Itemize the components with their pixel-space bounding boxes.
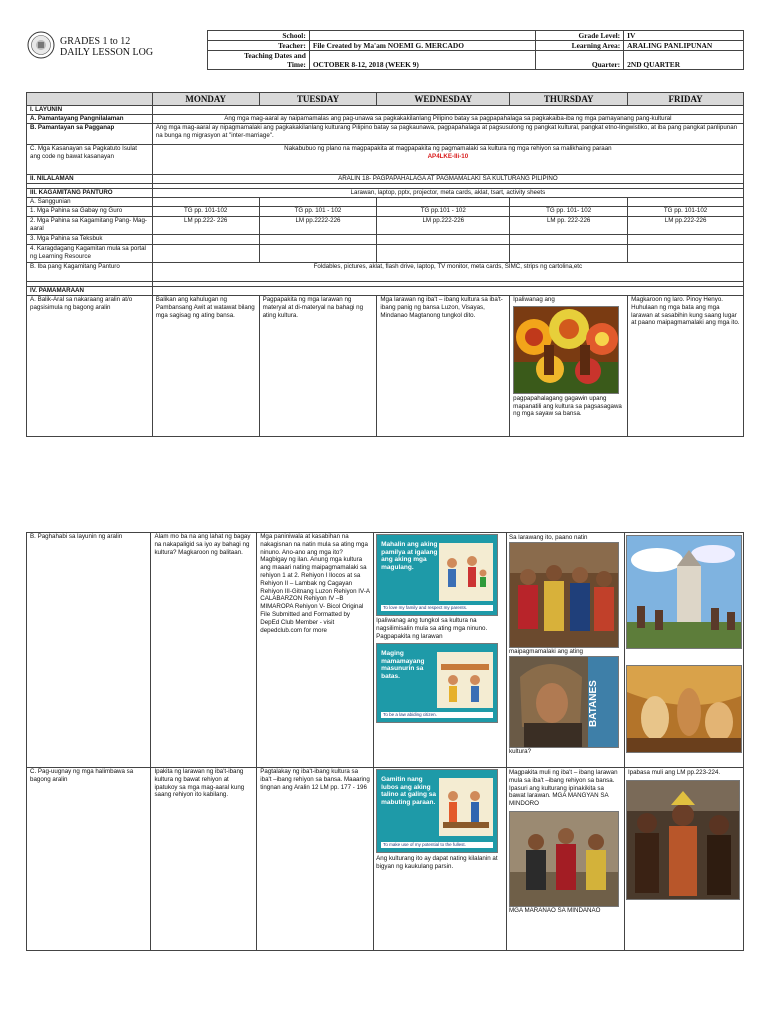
pagganap-label: B. Pamantayan sa Pagganap xyxy=(27,124,153,145)
tribal-festival-photo xyxy=(626,780,740,900)
paghahabi-mon: Alam mo ba na ang lahat ng bagay na nakapaligid sa iyo ay bahagi ng kultura? Magkaroon ng balitaan. xyxy=(151,533,257,768)
teacher-value: File Created by Ma'am NOEMI G. MERCADO xyxy=(309,41,536,51)
grade-label: Grade Level: xyxy=(536,31,624,41)
lm-fri: LM pp.222-226 xyxy=(628,217,744,235)
church-landmark-photo xyxy=(626,535,742,649)
batanes-label: BATANES xyxy=(588,680,600,728)
paghahabi-thu: Sa larawang ito, paano natin xyxy=(509,534,588,541)
lm-wed: LM pp.222-226 xyxy=(377,217,510,235)
nilalaman-text: ARALIN 18- PAGPAPAHALAGA AT PAGMAMALAKI SA KULTURANG PILIPINO xyxy=(152,175,743,184)
kasanayan-cell xyxy=(152,145,743,175)
corner-cell xyxy=(27,93,153,106)
pag-uugnay-fri: Ipabasa muli ang LM pp.223-224. xyxy=(627,769,721,776)
sanggunian-label: A. Sanggunian xyxy=(27,198,153,207)
values-slide-3 xyxy=(376,769,498,853)
lm-mon: LM pp.222- 226 xyxy=(152,217,259,235)
painting-mural-photo xyxy=(626,665,742,753)
balik-thu-cell xyxy=(510,296,628,437)
balik-thu-caption: pagpapahalagang gagawin upang mapanatili ang kultura sa pagsasagawa ng mga sayaw sa bansa. xyxy=(513,394,622,418)
pangnilalaman-text: Ang mga mag-aaral ay naipamamalas ang pag-unawa sa pagkakakilanlang Pilipino batay sa pagpapahalaga sa pagkakaiba-iba ng mga pamayanang pang-kultural xyxy=(152,115,743,124)
slide-2-foot: To be a law abiding citizen. xyxy=(381,712,493,718)
cultural-group-photo xyxy=(509,542,619,648)
quarter-value: 2ND QUARTER xyxy=(624,51,744,70)
kasanayan-label: C. Mga Kasanayan sa Pagkatuto Isulat ang code ng bawat kasanayan xyxy=(27,145,153,175)
pag-uugnay-thu-cell xyxy=(507,768,625,951)
paghahabi-label: B. Paghahabi sa layunin ng aralin xyxy=(27,533,151,768)
values-slide-1 xyxy=(376,534,498,616)
kasanayan-text: Nakabubuo ng plano na magpapakita at magpapakita ng pagmamalaki sa kultura ng mga rehiyon sa malikhaing paraan xyxy=(284,145,612,152)
pag-uugnay-mon: Ipakita ng larawan ng iba't-ibang kultura ng bawat rehiyon at ipatukoy sa mga mag-aaral kung saang rehiyon ito kabilang. xyxy=(151,768,257,951)
paghahabi-wed: Ipaliwanag ang tungkol sa kultura na nagsilimisalin mula sa ating mga ninuno. Pagpapakita ng larawan xyxy=(376,617,488,640)
gabay-wed: TG pp.101 - 102 xyxy=(377,207,510,217)
balik-thu: Ipaliwanag ang xyxy=(513,296,555,303)
day-wednesday: WEDNESDAY xyxy=(377,93,510,106)
pag-uugnay-label: C. Pag-uugnay ng mga halimbawa sa bagong aralin xyxy=(27,768,151,951)
kasanayan-code: AP4LKE-IIi-10 xyxy=(427,152,469,160)
pangnilalaman-label: A. Pamantayang Pangnilalaman xyxy=(27,115,153,124)
deped-seal-logo xyxy=(27,31,55,59)
school-label: School: xyxy=(208,31,310,41)
paghahabi-tue: Mga paniniwala at kasabihan na nakagisnan na natin mula sa ating mga ninuno. Ano-ano ang mga ito? Magbigay ng ilan. Anung mga kultura ang maaari nating maipagmamalaki sa rehiyon 1 at 2. Rehiyon I Ilocos at sa Rehiyon II – Lambak ng Cagayan Rehiyon III-Gitnang Luzon Rehiyon IV-A CALABARZON Rehiyon IV –B MIMAROPA Rehiyon V- Bicol Original File Submitted and Formatted by DepEd Club Member - visit depedclub.com for more xyxy=(257,533,374,768)
paghahabi-fri-cell xyxy=(624,533,743,768)
balik-mon: Balikan ang kahulugan ng Pambansang Awit at watawat bilang mga sagisag ng ating bansa. xyxy=(152,296,259,437)
pag-uugnay-tue: Pagtalakay ng iba't-ibang kultura sa iba't –ibang rehiyon sa bansa. Maaaring tingnan ang Aralin 12 LM pp. 177 - 196 xyxy=(257,768,374,951)
balik-fri: Magkaroon ng laro. Pinoy Henyo. Huhulaan ng mga bata ang mga larawan at sasabihin kung saang lugar at paano maipagmamalaki ang mga ito. xyxy=(628,296,744,437)
day-thursday: THURSDAY xyxy=(510,93,628,106)
pag-uugnay-wed-cell xyxy=(374,768,507,951)
gabay-mon: TG pp. 101-102 xyxy=(152,207,259,217)
balik-label: A. Balik-Aral sa nakaraang aralin at/o pagsisimula ng bagong aralin xyxy=(27,296,153,437)
paghahabi-thu-mid: maipagmamalaki ang ating xyxy=(509,647,583,655)
title-line-2: DAILY LESSON LOG xyxy=(60,47,154,58)
pag-uugnay-thu: Magpakita muli ng iba't – ibang larawan mula sa iba't –ibang rehiyon sa bansa. Ipasuri ang kulturang ipinakikita sa bawat larawan. MGA MANGYAN SA MINDORO xyxy=(509,769,618,808)
header-info-table xyxy=(207,30,744,70)
elderly-woman-batanes-photo xyxy=(509,656,619,748)
gabay-tue: TG pp. 101 - 102 xyxy=(259,207,377,217)
school-value xyxy=(309,31,536,41)
lr-label: 4. Karagdagang Kagamitan mula sa portal ng Learning Resource xyxy=(27,245,153,263)
kagamitan-label: III. KAGAMITANG PANTURO xyxy=(27,189,153,198)
teksbuk-label: 3. Mga Pahina sa Teksbuk xyxy=(27,235,153,245)
layunin-label: I. LAYUNIN xyxy=(27,106,153,115)
slide-1-foot: To love my family and respect my parents. xyxy=(381,605,493,611)
pagganap-text: Ang mga mag-aaral ay nipagmamalaki ang pagkakakilanlang kulturang Pilipino batay sa pagkaunawa, pagpapahalaga at pagsusulong ng pangkat kultural, pangkat etno-lingwistiko, at iba pang pangkat panlipunan na bunga ng migrasyon at "inter-marriage". xyxy=(152,124,743,145)
maranao-group-photo xyxy=(509,811,619,907)
slide-2-text: Maging mamamayang masunurin sa batas. xyxy=(381,650,425,680)
festival-dance-photo xyxy=(513,306,619,394)
quarter-label: Quarter: xyxy=(536,51,624,70)
paghahabi-thu-cell xyxy=(507,533,625,768)
lesson-log-title xyxy=(60,36,153,58)
gabay-label: 1. Mga Pahina sa Gabay ng Guro xyxy=(27,207,153,217)
slide-1-text: Mahalin ang aking pamilya at igalang ang aking mga magulang. xyxy=(381,541,438,571)
balik-tue: Pagpapakita ng mga larawan ng materyal at di-materyal na bahagi ng ating kultura. xyxy=(259,296,377,437)
maranao-caption: MGA MARANAO SA MINDANAO xyxy=(509,906,601,914)
iba-label: B. Iba pang Kagamitang Panturo xyxy=(27,263,153,282)
day-monday: MONDAY xyxy=(152,93,259,106)
gabay-thu: TG pp. 101- 102 xyxy=(510,207,628,217)
nilalaman-label: II. NILALAMAN xyxy=(27,175,153,184)
teacher-label: Teacher: xyxy=(208,41,310,51)
area-value: ARALING PANLIPUNAN xyxy=(624,41,744,51)
lm-thu: LM pp. 222-226 xyxy=(510,217,628,235)
slide-3-foot: To make use of my potential to the fullest. xyxy=(381,842,493,848)
kagamitan-text: Larawan, laptop, pptx, projector, meta cards, aklat, tsart, activity sheets xyxy=(152,189,743,198)
area-label: Learning Area: xyxy=(536,41,624,51)
grade-value: IV xyxy=(624,31,744,41)
paghahabi-wed-cell xyxy=(374,533,507,768)
pamamaraan-label: IV. PAMAMARAAN xyxy=(27,287,153,296)
values-slide-2 xyxy=(376,643,498,723)
pag-uugnay-fri-cell xyxy=(624,768,743,951)
dates-value: OCTOBER 8-12, 2018 (WEEK 9) xyxy=(309,51,536,70)
day-friday: FRIDAY xyxy=(628,93,744,106)
lesson-plan-table xyxy=(26,92,744,437)
lm-label: 2. Mga Pahina sa Kagamitang Pang- Mag-aaral xyxy=(27,217,153,235)
balik-wed: Mga larawan ng iba't – ibang kultura sa iba't-ibang panig ng bansa Luzon, Visayas, Mindanao Magtanong tungkol dito. xyxy=(377,296,510,437)
gabay-fri: TG pp. 101-102 xyxy=(628,207,744,217)
day-tuesday: TUESDAY xyxy=(259,93,377,106)
pag-uugnay-wed: Ang kulturang ito ay dapat nating kilalanin at bigyan ng kaukulang parsin. xyxy=(376,855,498,870)
slide-3-text: Gamitin nang lubos ang aking talino at galing sa mabuting paraan. xyxy=(381,776,437,806)
lesson-plan-table-continued xyxy=(26,532,744,951)
lm-tue: LM pp.2222-226 xyxy=(259,217,377,235)
paghahabi-thu-end: kultura? xyxy=(509,747,532,755)
dates-label: Teaching Dates and Time: xyxy=(208,51,310,70)
iba-text: Foldables, pictures, aklat, flash drive, laptop, TV monitor, meta cards, SIMC, strips ng cartolina,etc xyxy=(152,263,743,282)
title-line-1: GRADES 1 to 12 xyxy=(60,36,131,47)
